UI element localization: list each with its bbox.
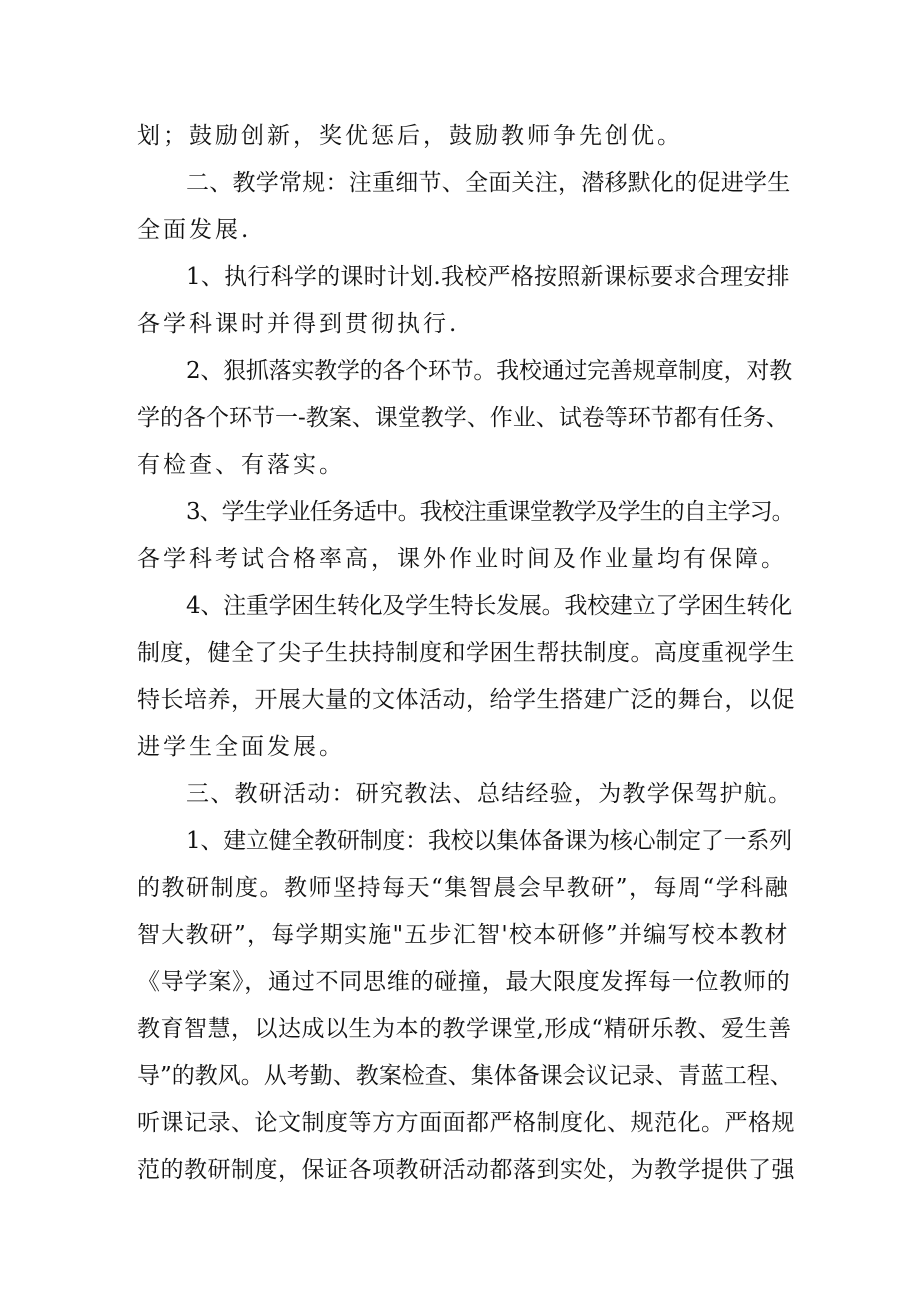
text-line: 学的各个环节一-教案、课堂教学、作业、试卷等环节都有任务、 xyxy=(137,405,789,431)
paragraph-start: 1、执行科学的课时计划.我校严格按照新课标要求合理安排 xyxy=(186,264,790,290)
text-line: 智大教研”，每学期实施"五步汇智'校本研修”并编写校本教材 xyxy=(137,922,789,948)
paragraph-start: 3、学生学业任务适中。我校注重课堂教学及学生的自主学习。 xyxy=(186,499,794,525)
text-line: 制度，健全了尖子生扶持制度和学困生帮扶制度。高度重视学生 xyxy=(137,640,795,666)
section-heading: 三、教研活动：研究教法、总结经验，为教学保驾护航。 xyxy=(186,781,793,807)
paragraph-start: 2、狠抓落实教学的各个环节。我校通过完善规章制度，对教 xyxy=(186,358,792,384)
text-line: 听课记录、论文制度等方方面面都严格制度化、规范化。严格规 xyxy=(137,1110,795,1136)
text-line: 《导学案》，通过不同思维的碰撞，最大限度发挥每一位教师的 xyxy=(137,969,791,995)
text-line: 教育智慧，以达成以生为本的教学课堂,形成“精研乐教、爱生善 xyxy=(137,1016,792,1042)
text-line: 进学生全面发展。 xyxy=(137,734,345,760)
text-line: 导”的教风。从考勤、教案检查、集体备课会议记录、青蓝工程、 xyxy=(137,1063,793,1089)
text-line: 各学科课时并得到贯彻执行. xyxy=(137,311,460,337)
text-line: 全面发展. xyxy=(137,217,252,243)
paragraph-start: 4、注重学困生转化及学生特长发展。我校建立了学困生转化 xyxy=(186,593,792,619)
paragraph-start: 1、建立健全教研制度：我校以集体备课为核心制定了一系列 xyxy=(186,828,792,854)
text-line: 各学科考试合格率高，课外作业时间及作业量均有保障。 xyxy=(137,546,787,572)
text-line: 的教研制度。教师坚持每天“集智晨会早教研”，每周“学科融 xyxy=(137,875,790,901)
section-heading: 二、教学常规：注重细节、全面关注，潜移默化的促进学生 xyxy=(186,170,791,196)
text-line: 划；鼓励创新，奖优惩后，鼓励教师争先创优。 xyxy=(137,123,683,149)
text-line: 范的教研制度，保证各项教研活动都落到实处，为教学提供了强 xyxy=(137,1157,795,1183)
text-line: 特长培养，开展大量的文体活动，给学生搭建广泛的舞台，以促 xyxy=(137,687,795,713)
text-line: 有检查、有落实。 xyxy=(137,452,345,478)
